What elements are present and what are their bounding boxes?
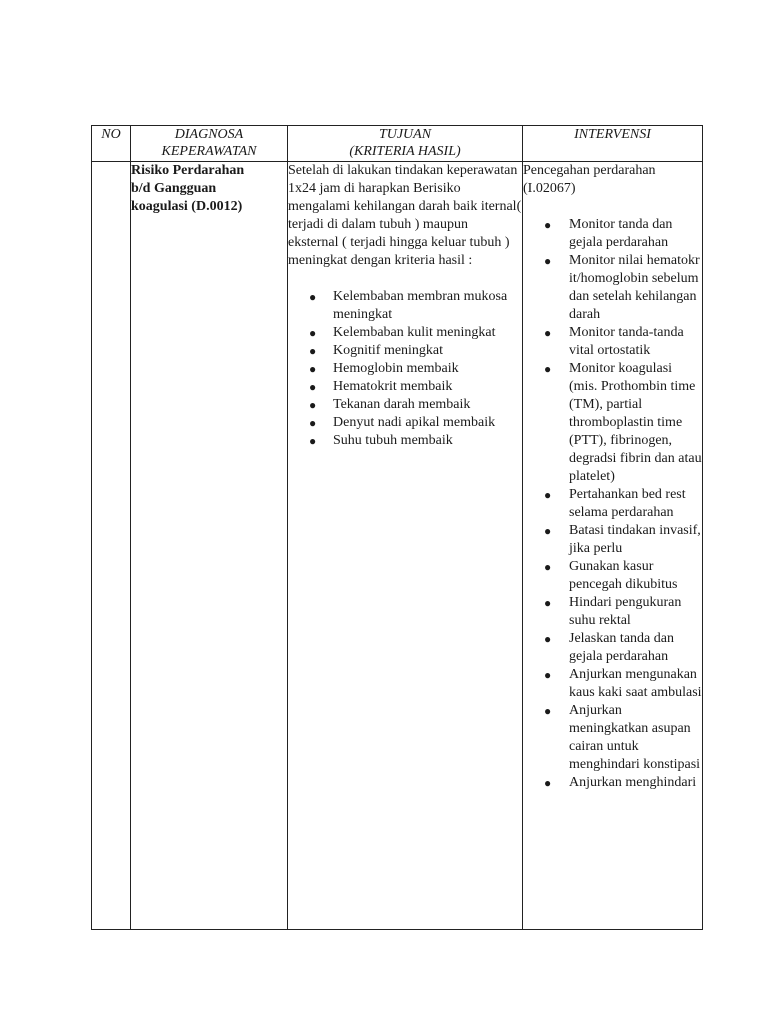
cell-intervensi [523,162,703,930]
nursing-care-plan-table [91,125,703,930]
header-no: NO [92,126,131,162]
kriteria-list [288,288,522,450]
bullet-icon: ● [544,218,552,232]
diagnosa-line: koagulasi (D.0012) [131,199,243,214]
bullet-icon: ● [309,434,317,448]
cell-diagnosa [131,162,288,930]
cell-no [92,162,131,930]
bullet-icon: ● [544,524,552,538]
bullet-icon: ● [544,668,552,682]
list-item: ● Anjurkan meningkatkan asupan cairan untuk menghindari konstipasi [544,703,701,772]
diagnosa-line: b/d Gangguan [131,181,217,196]
bullet-icon: ● [544,560,552,574]
header-diagnosa-line1: DIAGNOSA [174,127,244,142]
bullet-icon: ● [544,704,552,718]
bullet-icon: ● [309,290,317,304]
list-item: ● Kelembaban kulit meningkat [309,325,496,340]
header-diagnosa [131,126,288,162]
bullet-icon: ● [544,632,552,646]
list-item: ● Hemoglobin membaik [309,361,459,376]
bullet-icon: ● [544,326,552,340]
list-item: ● Kelembaban membran mukosa meningkat [309,289,508,322]
list-item: ● Denyut nadi apikal membaik [309,415,496,430]
header-tujuan [288,126,523,162]
list-item: ● Suhu tubuh membaik [309,433,453,448]
table-row [92,162,703,930]
bullet-icon: ● [309,398,317,412]
bullet-icon: ● [309,362,317,376]
diagnosa-line: Risiko Perdarahan [131,163,245,178]
intervensi-list [523,216,702,792]
header-tujuan-line1: TUJUAN [378,127,432,142]
cell-tujuan [288,162,523,930]
list-item: ● Monitor koagulasi (mis. Prothombin time (TM), partial thromboplastin time (PTT), fibrinogen, degradsi fibrin dan atau platelet) [544,361,702,484]
bullet-icon: ● [544,776,552,790]
header-tujuan-line2: (KRITERIA HASIL) [349,144,461,159]
list-item: ● Anjurkan menghindari [544,775,697,790]
list-item: ● Batasi tindakan invasif, jika perlu [544,523,701,556]
bullet-icon: ● [544,596,552,610]
list-item: ● Tekanan darah membaik [309,397,471,412]
list-item: ● Monitor nilai hematokrit/homoglobin sebelum dan setelah kehilangan darah [544,253,700,322]
list-item: ● Pertahankan bed rest selama perdarahan [544,487,686,520]
header-intervensi: INTERVENSI [523,126,703,162]
tujuan-intro: Setelah di lakukan tindakan keperawatan 1x24 jam di harapkan Berisiko mengalami kehilangan darah baik iternal( terjadi di dalam tubuh ) maupun eksternal ( terjadi hingga keluar tubuh ) meningkat dengan kriteria hasil : [288,163,522,268]
list-item: ● Jelaskan tanda dan gejala perdarahan [544,631,674,664]
bullet-icon: ● [544,362,552,376]
header-diagnosa-line2: KEPERAWATAN [161,144,257,159]
intervensi-title: Pencegahan perdarahan (I.02067) [523,163,656,196]
list-item: ● Kognitif meningkat [309,343,444,358]
bullet-icon: ● [544,488,552,502]
list-item: ● Gunakan kasur pencegah dikubitus [544,559,678,592]
list-item: ● Monitor tanda dan gejala perdarahan [544,217,673,250]
list-item: ● Hematokrit membaik [309,379,453,394]
bullet-icon: ● [309,380,317,394]
bullet-icon: ● [544,254,552,268]
bullet-icon: ● [309,344,317,358]
bullet-icon: ● [309,416,317,430]
bullet-icon: ● [309,326,317,340]
list-item: ● Monitor tanda-tanda vital ortostatik [544,325,684,358]
table-header-row [92,126,703,162]
list-item: ● Anjurkan mengunakan kaus kaki saat ambulasi [544,667,702,700]
list-item: ● Hindari pengukuran suhu rektal [544,595,682,628]
